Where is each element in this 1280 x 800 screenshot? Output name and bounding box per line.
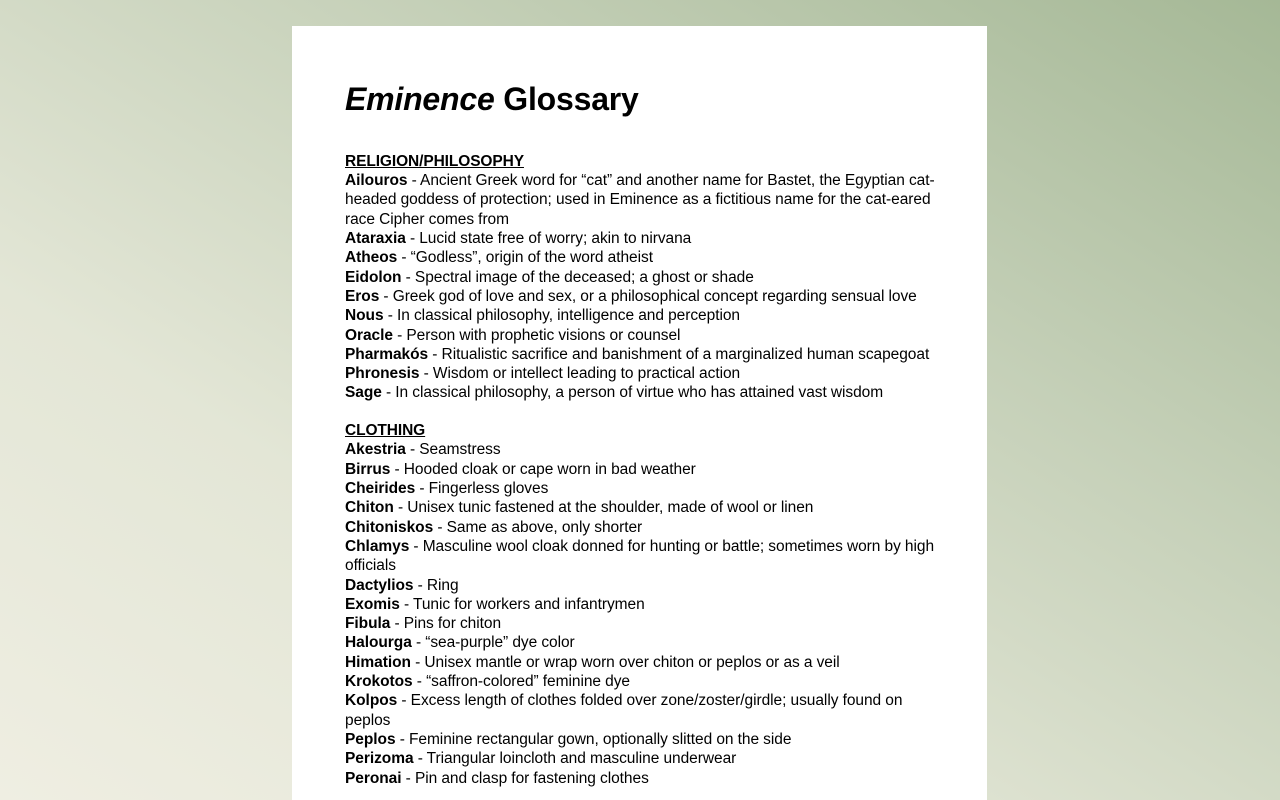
glossary-entry: [345, 672, 937, 691]
document-page: [292, 26, 987, 800]
glossary-entry: [345, 479, 937, 498]
glossary-term: Dactylios: [345, 576, 414, 594]
glossary-term: Chiton: [345, 499, 394, 517]
glossary-entry: [345, 576, 937, 595]
glossary-term: Peronai: [345, 769, 402, 787]
glossary-term: Chitoniskos: [345, 518, 434, 536]
glossary-entry: [345, 691, 937, 730]
glossary-definition: - Ritualistic sacrifice and banishment of a marginalized human scapegoat: [428, 345, 930, 363]
glossary-definition: - Lucid state free of worry; akin to nirvana: [405, 230, 692, 248]
glossary-term: Phronesis: [345, 365, 420, 383]
glossary-definition: - Ancient Greek word for “cat” and another name for Bastet, the Egyptian cat-headed goddess of protection; used in Eminence as a fictitious name for the cat-eared race Cipher comes from: [345, 172, 935, 228]
glossary-definition: - Fingerless gloves: [415, 480, 549, 498]
glossary-definition: - Feminine rectangular gown, optionally slitted on the side: [395, 730, 792, 748]
glossary-section: [345, 421, 937, 788]
section-heading: CLOTHING: [345, 422, 426, 440]
glossary-entry: [345, 326, 937, 345]
glossary-term: Kolpos: [345, 692, 398, 710]
glossary-entry: [345, 268, 937, 287]
glossary-definition: - Same as above, only shorter: [433, 518, 643, 536]
glossary-term: Krokotos: [345, 673, 413, 691]
glossary-term: Ailouros: [345, 172, 408, 190]
glossary-term: Pharmakós: [345, 345, 429, 363]
glossary-definition: - Spectral image of the deceased; a ghost or shade: [401, 268, 754, 286]
glossary-entry: [345, 653, 937, 672]
page-title-rest: Glossary: [494, 81, 639, 117]
glossary-definition: - In classical philosophy, intelligence and perception: [383, 307, 740, 325]
glossary-definition: - Hooded cloak or cape worn in bad weather: [390, 460, 696, 478]
glossary-entry: [345, 171, 937, 229]
glossary-definition: - Greek god of love and sex, or a philosophical concept regarding sensual love: [379, 287, 917, 305]
glossary-entry: [345, 537, 937, 576]
glossary-term: Perizoma: [345, 750, 414, 768]
glossary-definition: - Tunic for workers and infantrymen: [399, 595, 645, 613]
glossary-entry: [345, 383, 937, 402]
glossary-entry: [345, 749, 937, 768]
glossary-definition: - Masculine wool cloak donned for hunting or battle; sometimes worn by high officials: [345, 537, 935, 575]
glossary-entry: [345, 498, 937, 517]
glossary-entry: [345, 440, 937, 459]
glossary-term: Eros: [345, 287, 380, 305]
glossary-entry: [345, 595, 937, 614]
glossary-term: Ataraxia: [345, 230, 406, 248]
glossary-definition: - Seamstress: [405, 441, 501, 459]
glossary-term: Halourga: [345, 634, 412, 652]
glossary-definition: - Pins for chiton: [390, 615, 502, 633]
glossary-entry: [345, 730, 937, 749]
glossary-sections: [345, 152, 937, 788]
glossary-term: Akestria: [345, 441, 406, 459]
glossary-definition: - Unisex mantle or wrap worn over chiton or peplos or as a veil: [410, 653, 840, 671]
document-content: [345, 82, 937, 788]
glossary-definition: - Person with prophetic visions or counsel: [392, 326, 681, 344]
glossary-term: Nous: [345, 307, 384, 325]
glossary-term: Oracle: [345, 326, 393, 344]
glossary-term: Chlamys: [345, 537, 410, 555]
glossary-term: Birrus: [345, 460, 391, 478]
glossary-definition: - “Godless”, origin of the word atheist: [397, 249, 653, 267]
glossary-definition: - Wisdom or intellect leading to practical action: [419, 365, 741, 383]
glossary-definition: - Ring: [413, 576, 459, 594]
glossary-entry: [345, 518, 937, 537]
glossary-term: Fibula: [345, 615, 391, 633]
glossary-entry: [345, 287, 937, 306]
glossary-entry: [345, 248, 937, 267]
glossary-entry: [345, 345, 937, 364]
glossary-entry: [345, 229, 937, 248]
glossary-definition: - Triangular loincloth and masculine underwear: [413, 750, 737, 768]
glossary-term: Himation: [345, 653, 411, 671]
glossary-definition: - Unisex tunic fastened at the shoulder, made of wool or linen: [393, 499, 814, 517]
glossary-term: Cheirides: [345, 480, 416, 498]
glossary-term: Exomis: [345, 595, 400, 613]
glossary-entry: [345, 769, 937, 788]
glossary-term: Eidolon: [345, 268, 402, 286]
glossary-term: Atheos: [345, 249, 398, 267]
glossary-entry: [345, 614, 937, 633]
glossary-definition: - Pin and clasp for fastening clothes: [401, 769, 649, 787]
section-heading: RELIGION/PHILOSOPHY: [345, 152, 524, 170]
glossary-definition: - In classical philosophy, a person of virtue who has attained vast wisdom: [381, 384, 884, 402]
glossary-entry: [345, 633, 937, 652]
glossary-definition: - “sea-purple” dye color: [411, 634, 575, 652]
glossary-entry: [345, 364, 937, 383]
glossary-section: [345, 152, 937, 403]
page-title: [345, 82, 937, 118]
glossary-entry: [345, 306, 937, 325]
page-title-emphasis: Eminence: [345, 81, 495, 117]
glossary-entry: [345, 460, 937, 479]
glossary-term: Peplos: [345, 730, 396, 748]
glossary-definition: - “saffron-colored” feminine dye: [412, 673, 630, 691]
glossary-definition: - Excess length of clothes folded over zone/zoster/girdle; usually found on peplos: [345, 692, 903, 729]
glossary-term: Sage: [345, 384, 382, 402]
